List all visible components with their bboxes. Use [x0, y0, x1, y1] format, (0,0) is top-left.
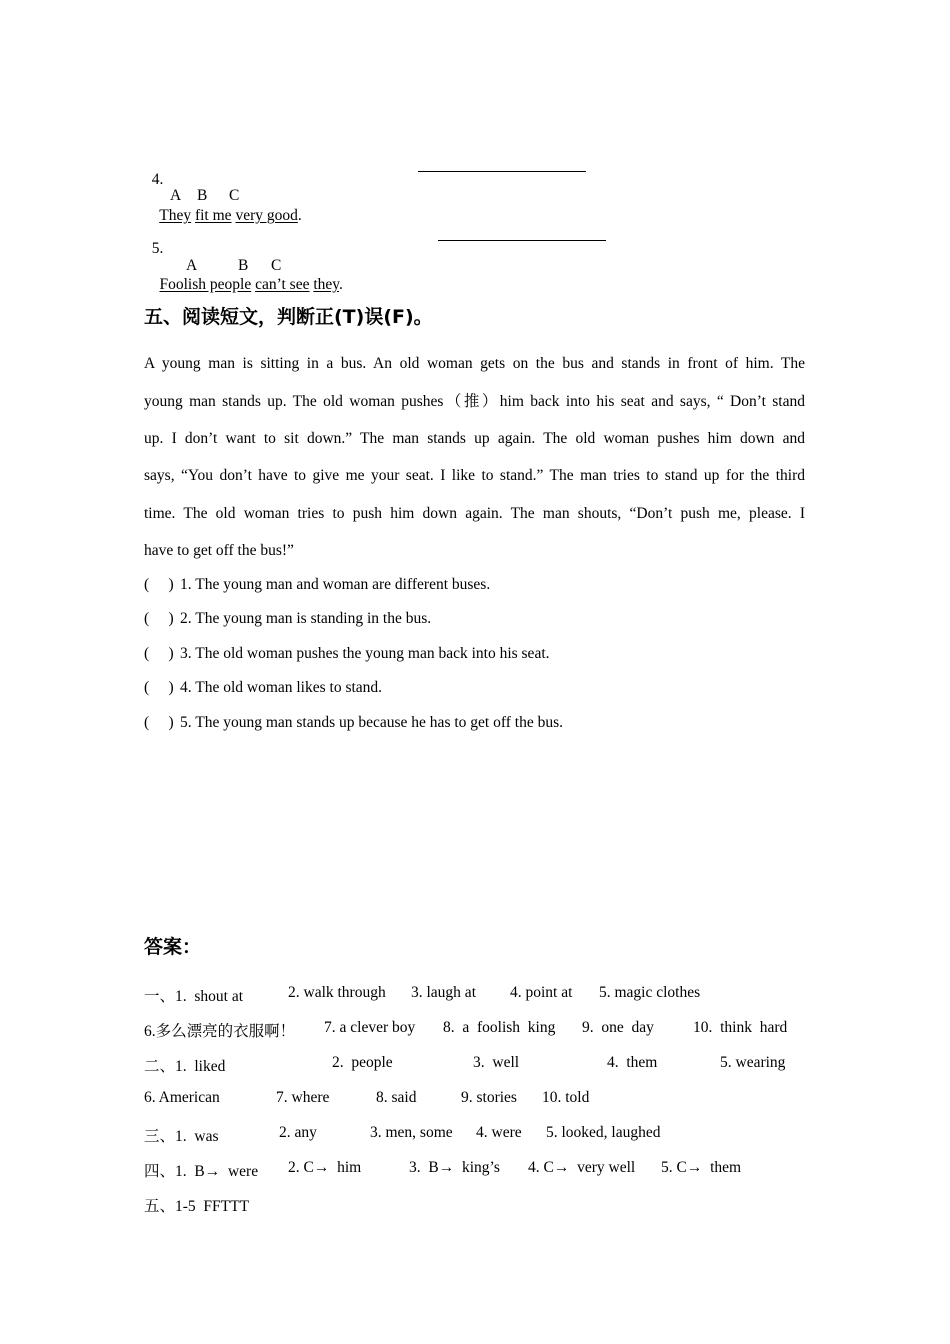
passage-line: says, “You don’t have to give me your seat. I like to stand.” The man tries to stand up for the third	[144, 467, 805, 484]
item-5-letter-b: B	[238, 257, 249, 274]
item-4-answer-blank[interactable]	[418, 171, 586, 172]
underlined-segment: they	[313, 276, 340, 293]
question-text: 5. The young man stands up because he has to get off the bus.	[180, 714, 563, 731]
answer-entry: 四、1. B→ were	[144, 1163, 259, 1180]
item-4-letter-c: C	[229, 187, 240, 204]
answer-entry: 3. well	[473, 1054, 520, 1071]
answer-entry: 3. B→ king’s	[409, 1159, 500, 1176]
tf-question	[144, 645, 550, 663]
passage-line: time. The old woman tries to push him down again. The man shouts, “Don’t push me, please. I	[144, 505, 805, 522]
answer-entry: 3. laugh at	[411, 984, 476, 1001]
answer-entry: 二、1. liked	[144, 1058, 226, 1075]
answer-parenthesis[interactable]: ( )	[144, 679, 174, 696]
answer-entry: 4. C→ very well	[528, 1159, 636, 1176]
question-text: 4. The old woman likes to stand.	[180, 679, 383, 696]
answer-parenthesis[interactable]: ( )	[144, 645, 174, 662]
passage-line: A young man is sitting in a bus. An old woman gets on the bus and stands in front of him. The	[144, 355, 805, 372]
answer-entry: 2. C→ him	[288, 1159, 362, 1176]
answer-entry: 2. any	[279, 1124, 317, 1141]
underlined-segment: Foolish people	[159, 276, 252, 293]
answer-entry: 三、1. was	[144, 1128, 219, 1145]
answer-entry: 6. American	[144, 1089, 220, 1106]
item-4-sentence: They fit me very good.	[159, 207, 302, 224]
underlined-segment: very good	[235, 207, 298, 224]
answer-entry: 7. a clever boy	[324, 1019, 416, 1036]
passage-line: have to get off the bus!”	[144, 542, 294, 559]
answer-entry: 3. men, some	[370, 1124, 453, 1141]
tf-question	[144, 610, 431, 628]
answer-entry: 一、1. shout at	[144, 988, 244, 1005]
passage-line: young man stands up. The old woman pushes（推）him back into his seat and says, “ Don’t stand	[144, 393, 805, 410]
answer-entry: 5. magic clothes	[599, 984, 701, 1001]
answer-entry: 8. said	[376, 1089, 417, 1106]
item-5-sentence: Foolish people can’t see they.	[159, 276, 343, 293]
underlined-segment: can’t see	[255, 276, 310, 293]
answer-entry: 10. think hard	[693, 1019, 788, 1036]
tf-question	[144, 714, 563, 732]
answer-entry: 4. them	[607, 1054, 658, 1071]
answer-entry: 五、1-5 FFTTT	[144, 1198, 250, 1215]
item-4-number: 4.	[151, 171, 164, 188]
answer-parenthesis[interactable]: ( )	[144, 714, 174, 731]
item-5-answer-blank[interactable]	[438, 240, 606, 241]
answer-entry: 5. looked, laughed	[546, 1124, 661, 1141]
item-5-letter-a: A	[186, 257, 198, 274]
tf-question	[144, 576, 490, 594]
underlined-segment: They	[159, 207, 192, 224]
question-text: 1. The young man and woman are different buses.	[180, 576, 491, 593]
answer-entry: 8. a foolish king	[443, 1019, 556, 1036]
item-4-letter-a: A	[170, 187, 182, 204]
answer-entry: 5. wearing	[720, 1054, 786, 1071]
answer-parenthesis[interactable]: ( )	[144, 610, 174, 627]
tf-question	[144, 679, 382, 697]
question-text: 3. The old woman pushes the young man back into his seat.	[180, 645, 550, 662]
answer-entry: 5. C→ them	[661, 1159, 742, 1176]
answer-entry: 9. stories	[461, 1089, 517, 1106]
answer-entry: 2. walk through	[288, 984, 386, 1001]
answer-entry: 7. where	[276, 1089, 330, 1106]
answers-heading: 答案：	[144, 936, 202, 958]
item-4-letter-b: B	[197, 187, 208, 204]
answer-entry: 10. told	[542, 1089, 590, 1106]
item-5-number: 5.	[151, 240, 164, 257]
item-5-letter-c: C	[271, 257, 282, 274]
answer-entry: 4. were	[476, 1124, 522, 1141]
answer-entry: 9. one day	[582, 1019, 654, 1036]
answer-entry: 2. people	[332, 1054, 393, 1071]
answer-entry: 4. point at	[510, 984, 573, 1001]
passage-line: up. I don’t want to sit down.” The man stands up again. The old woman pushes him down and	[144, 430, 805, 447]
underlined-segment: fit me	[194, 207, 232, 224]
answer-entry: 6.多么漂亮的衣服啊！	[144, 1023, 296, 1040]
section-5-heading: 五、阅读短文，判断正(T)误(F)。	[144, 306, 433, 328]
question-text: 2. The young man is standing in the bus.	[180, 610, 432, 627]
answer-parenthesis[interactable]: ( )	[144, 576, 174, 593]
